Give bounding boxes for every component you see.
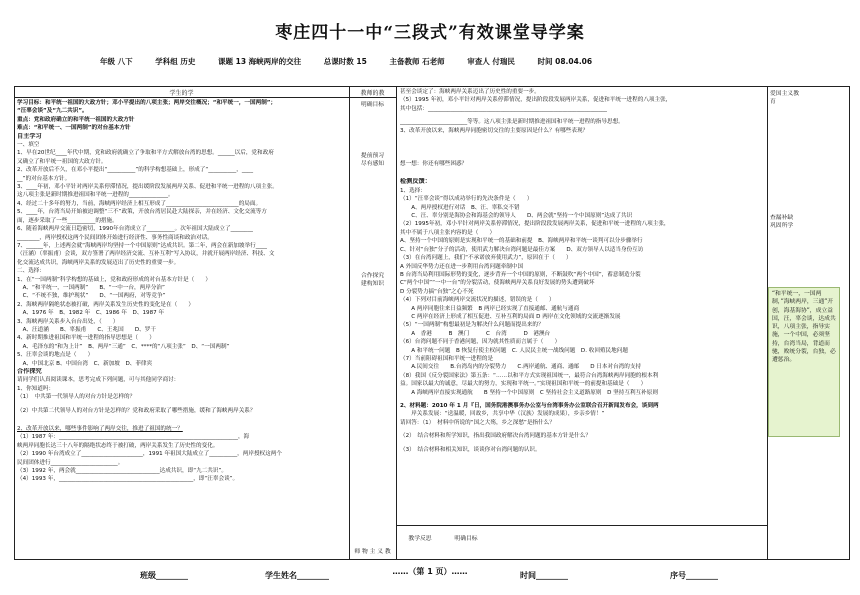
- student-line: （2）1990 年台湾成立了______________________，1991 年祖国大陆成立了__________，两岸授权这两个: [17, 451, 282, 458]
- practice-line: C 两岸在经济上形成了相互促进、互补互利的局面 D 两岸在文化领域的交流逐渐发展: [400, 313, 621, 320]
- divider: [14, 97, 396, 98]
- teacher-note-explore: 合作探究 建构知识: [360, 273, 385, 287]
- practice-line: （3）在台湾问题上，我们“不承诺放弃使用武力”，原因在于（ ）: [400, 255, 572, 262]
- student-line: （1） 中共第一代领导人的对台方针是怎样的？: [17, 394, 136, 401]
- student-line: 又确立了和平统一祖国的大政方针。: [17, 158, 107, 165]
- student-line: __”的对台基本方针。: [17, 175, 71, 182]
- student-line: 二、选择：: [17, 268, 45, 275]
- footer-class: 班级________: [140, 571, 188, 580]
- practice-line: 其中不属于八项主张内容的是（ ）: [400, 229, 496, 236]
- student-line: 合作探究: [17, 368, 42, 375]
- practice-line: 检测反馈：: [400, 178, 431, 186]
- student-line: （汪涵）（辜振甫）会谈，双方签署了两岸经济交流、互补互利”写入协议，并就开展两岸经济、科技、文: [17, 251, 275, 258]
- practice-line: （7）当前阻碍祖国和平统一进程的是: [400, 355, 494, 362]
- student-line: “汪辜会谈”及“九二共识”。: [17, 108, 88, 115]
- practice-line: （3） 结合材料和相关知识，谈谈你对台湾问题的认识。: [400, 446, 541, 453]
- summary-box: “和平统一，一国两制，”海峡两岸，三通”开创，海基海协”，成立益国，汪，辜会谈，达成共识，八项主张，指导实施，一个中国，必须坚持，台湾当局，背道而驰，败统分裂，台独，必遭惩治。: [768, 287, 840, 437]
- reflection-text: 明确目标: [454, 536, 478, 542]
- info-date: 时间 08.04.06: [537, 57, 593, 66]
- student-line: 7、______年，上述两会就“海峡两岸均坚持一个中国原则”达成共识。第二年，两会在新加坡举行____: [17, 242, 267, 249]
- side-note-patriotism: 爱国主义教 育: [770, 91, 799, 105]
- info-teacher: 主备教师 石老师: [389, 57, 445, 66]
- practice-line: 其中包括：________________________________________________________________: [400, 105, 607, 112]
- student-line: A、“和平统一，一国两制” B、“一中一台，两岸分治”: [17, 284, 165, 291]
- info-bar: [100, 56, 780, 67]
- footer-name: 学生姓名________: [265, 571, 329, 580]
- practice-line: （5）“一国两制”构想最初是为解决什么问题而提出来的？: [400, 322, 544, 329]
- divider: [396, 525, 767, 526]
- student-line: A、中国北京 B、中国台湾 C、新加坡 D、菲律宾: [17, 360, 153, 367]
- divider: [396, 86, 397, 560]
- student-line: 5、汪辜会谈的地点是（ ）: [17, 352, 94, 359]
- student-line: 化交流达成共识，海峡两岸关系的发展迈出了历史性的重要一步。: [17, 259, 180, 266]
- practice-section: [400, 88, 764, 523]
- practice-line: A 香港 B 澳门 C 台湾 D 港澳台: [400, 330, 551, 337]
- student-line: 4、经过二十多年的努力，当前，海峡两岸经济上相互形成了__________________________的局面。: [17, 200, 262, 207]
- page-title: 枣庄四十一中“三段式”有效课堂导学案: [275, 23, 585, 43]
- practice-line: A 外国反华势力还在进一步利用台湾问题牵制中国: [400, 263, 524, 270]
- practice-line: C、针对“台独”分子的活动，使用武力解决台湾问题是最佳方案 D、双方领导人以适当身份互访: [400, 246, 644, 253]
- practice-line: 甚至会谈定了：海峡两岸关系迈出了历史性的重要一步。: [400, 89, 540, 95]
- practice-line: （5）1995 年初，邓小平针对两岸关系停滞情况，提出阶段段发展两岸关系，促进和平统一进程的八项主张，: [400, 97, 672, 104]
- teacher-note-preview: 提前预习 尽有感知: [360, 153, 385, 167]
- student-line: 1、你知道吗：: [17, 385, 55, 392]
- practice-line: B 台湾当局利用国际形势的变化，逐步背弃一个中国的原则，不断鼓吹“两个中国”，蓄意制造分裂: [400, 271, 641, 278]
- student-line: （4）1993 年，________________________________________________，即“汪辜会谈”。: [17, 476, 239, 483]
- reflection-label: 教学反思: [408, 536, 432, 542]
- student-line: A、1976 年 B、1982 年 C、1986 年 D、1987 年: [17, 310, 165, 317]
- student-line: 自主学习: [17, 132, 42, 140]
- practice-line: A 海峡两岸直接实现通航 B 坚持一个中国原则 C 坚持社会主义道路原则 D 坚持互利互补原则: [400, 389, 658, 396]
- info-reviewer: 审查人 付瑞民: [467, 57, 515, 66]
- practice-line: ________________________等等。这八项主张是新时期推进祖国和平统一进程的指导思想。: [400, 119, 624, 126]
- student-line: （1）1987 年：________________________________________________________________，海: [17, 434, 250, 441]
- teacher-column-header: 教师的教: [360, 90, 385, 97]
- student-line: A、汪道涵 B、辜振甫 C、王兆国 D、罗干: [17, 326, 156, 333]
- footer-time: 时间________: [520, 571, 568, 580]
- practice-line: A、两岸授权进行对话 B、汪、辜私交不错: [400, 204, 520, 211]
- practice-line: A.民间交往 B.台湾岛内的分裂势力 C.两岸通航、通商、通邮 D 日本对台湾的支持: [400, 364, 642, 371]
- practice-line: （2） 结合材料和所学知识，指出我国政府解决台湾问题的基本方针是什么？: [400, 433, 591, 440]
- practice-line: D 分裂势力搞“台独”之心不死: [400, 288, 474, 295]
- student-line: （3）1992 年，两会就______________________________达成共识，即“九二共识”。: [17, 468, 227, 475]
- practice-line: 益。国家以最大的诚意，尽最大的努力，实现和平统一。”实现祖国和平统一的前提和基础是（ ）: [400, 381, 647, 388]
- student-line: （2）中共第二代领导人的对台方针是怎样的？党和政府采取了哪些措施，缓和了海峡两岸关系？: [17, 407, 256, 414]
- student-line: 3、海峡两岸关系步入台台出处，（ ）: [17, 318, 119, 325]
- student-line: 这八项主张是新时期推进祖国和平统一进程的______________。: [17, 192, 174, 199]
- student-line: 面，逐步采取了一些__________的措施。: [17, 217, 118, 224]
- student-line: 请同学们认真阅读课本，思考完成下列问题，可与其他同学商讨：: [17, 377, 180, 384]
- info-topic: 课题 13 海峡两岸的交往: [218, 57, 302, 66]
- student-line: 4、新时期推进祖国和平统一进程的指导思想是（ ）: [17, 335, 155, 342]
- practice-line: （1）“汪辜会谈”得以成功举行的先决条件是（ ）: [400, 196, 533, 203]
- student-line: A、毛泽东的“和为上计” B、两岸“三通” C、****的“八项主张” D、“一国两制”: [17, 343, 230, 350]
- practice-line: C、汪、辜分别是海协会和海基会的领导人 D、两会就“坚持一个中国原则”达成了共识: [400, 213, 633, 220]
- student-line: 学习目标：和平统一祖国的大政方针；邓小平提出的八项主张；两岸交往概况；“和平统一，一国两制”；: [17, 100, 277, 106]
- practice-line: A、坚持一个中国的原则是实现和平统一的基础和前提 B、海峡两岸和平统一谈判可以分步骤举行: [400, 238, 643, 245]
- student-line: 6、随着海峡两岸交流日趋密切，1990年台湾成立了__________。次年祖国大陆成立了________: [17, 226, 253, 233]
- practice-line: 3、改革开放以来，海峡两岸同胞密切交往的主要原因是什么？有哪些表现？: [400, 127, 589, 134]
- student-line: C、“不统不独，维护现状” D、“一国两府，对等竞争”: [17, 293, 166, 300]
- info-hours: 总课时数 15: [323, 57, 367, 66]
- student-line: 3、____年初，邓小平针对两岸关系停滞情况，提出缓阶段发展两岸关系、促进和平统一进程的八项主张。: [17, 184, 278, 191]
- teacher-note-bottom: 师 物 主 义 教: [354, 549, 391, 555]
- student-line: 峡两岸同胞长达三十八年的隔绝状态终于被打破，两岸关系发生了历史性的变化。: [17, 442, 219, 449]
- student-line: ________，两岸授权这两个民间团体开始进行经济性、事务性商谈和政治对话。: [17, 234, 213, 241]
- practice-line: （2）1995年初，邓小平针对两岸关系停滞情况，提出阶段段发展两岸关系，促进和平统一进程的八项主张，: [400, 221, 670, 228]
- student-line: 2、改革开放后不久，在邓小平提出“__________”的科学构想基础上，形成了“__________，____: [17, 167, 254, 174]
- student-line: 1、早在20世纪____年代中期，党和政府就确立了争取和平方式解放台湾的思想。______以后，党和政府: [17, 150, 274, 157]
- info-subject: 学科组 历史: [155, 57, 196, 66]
- practice-line: C“两个中国”“一中一台”的分裂活动，使海峡两岸关系良好发展的势头遭到破坏: [400, 280, 595, 287]
- student-column-header: 学生的学: [169, 90, 194, 97]
- teacher-note-goal: 明确目标: [360, 102, 385, 108]
- page-number: ……（第 1 页）……: [392, 567, 468, 576]
- side-note-review: 查漏补缺 巩固所学: [770, 215, 794, 229]
- practice-line: （8）我国《反分裂国家法》第五条：“……以和平方式实现祖国统一，最符合台湾海峡两岸同胞的根本利: [400, 372, 659, 379]
- practice-line: A 和平统一问题 B 恢复行使主权问题 C. 人民民主统一战线问题 D. 收回殖民地问题: [400, 347, 628, 354]
- student-line: 1、在“一国两制”科学构想的基础上，党和政府形成的对台基本方针是（ ）: [17, 276, 211, 283]
- practice-line: 请回答：（1） 材料中所说的“国之大殇，乡之深愁”是指什么？: [400, 419, 555, 426]
- student-line: 难点：“和平统一、一国两制”的对台基本方针: [17, 125, 131, 132]
- practice-line: 2、材料题：2010 年 1 月『日，国务院港澳事务办公室与台湾事务办公室联合召开新闻发布会，谈到两: [400, 403, 659, 409]
- practice-line: （6）台湾问题不同于香港问题，因为就其性质而言属于（ ）: [400, 339, 561, 346]
- footer-seq: 序号________: [670, 571, 718, 580]
- info-grade: 年级 八下: [100, 57, 133, 66]
- practice-line: 1、选择：: [400, 187, 426, 194]
- practice-line: A 两岸同胞往来日益频繁 B 两岸已经实现了直接通邮、通航与通商: [400, 305, 580, 312]
- practice-line: （4）下列对目前海峡两岸交流状况的描述，错误的是（ ）: [400, 297, 555, 304]
- student-line: 2、改革开放以来，哪些事件影响了两岸交往，推进了祖国的统一？: [17, 426, 183, 433]
- student-line: 一、填空: [17, 142, 40, 149]
- student-line: 5、____年，台湾当局开始被迫调整“三不”政策，开放台湾居民赴大陆探亲，并在经济、文化交流等方: [17, 209, 267, 216]
- student-section: [17, 99, 347, 559]
- student-line: 2、海峡两岸隔绝状态被打破，两岸关系发生历史性的变化是在（ ）: [17, 301, 194, 308]
- practice-line: 想一想：你还有哪些困惑？: [400, 161, 468, 168]
- practice-line: 岸关系发展：“送温暖，回故乡，共享中华（汉族）发展的成果），乡亲乡情！”: [400, 411, 605, 418]
- student-line: 民间团体进行________________________。: [17, 459, 124, 466]
- student-line: 重点：党和政府确立的和平统一祖国的大政方针: [17, 116, 135, 123]
